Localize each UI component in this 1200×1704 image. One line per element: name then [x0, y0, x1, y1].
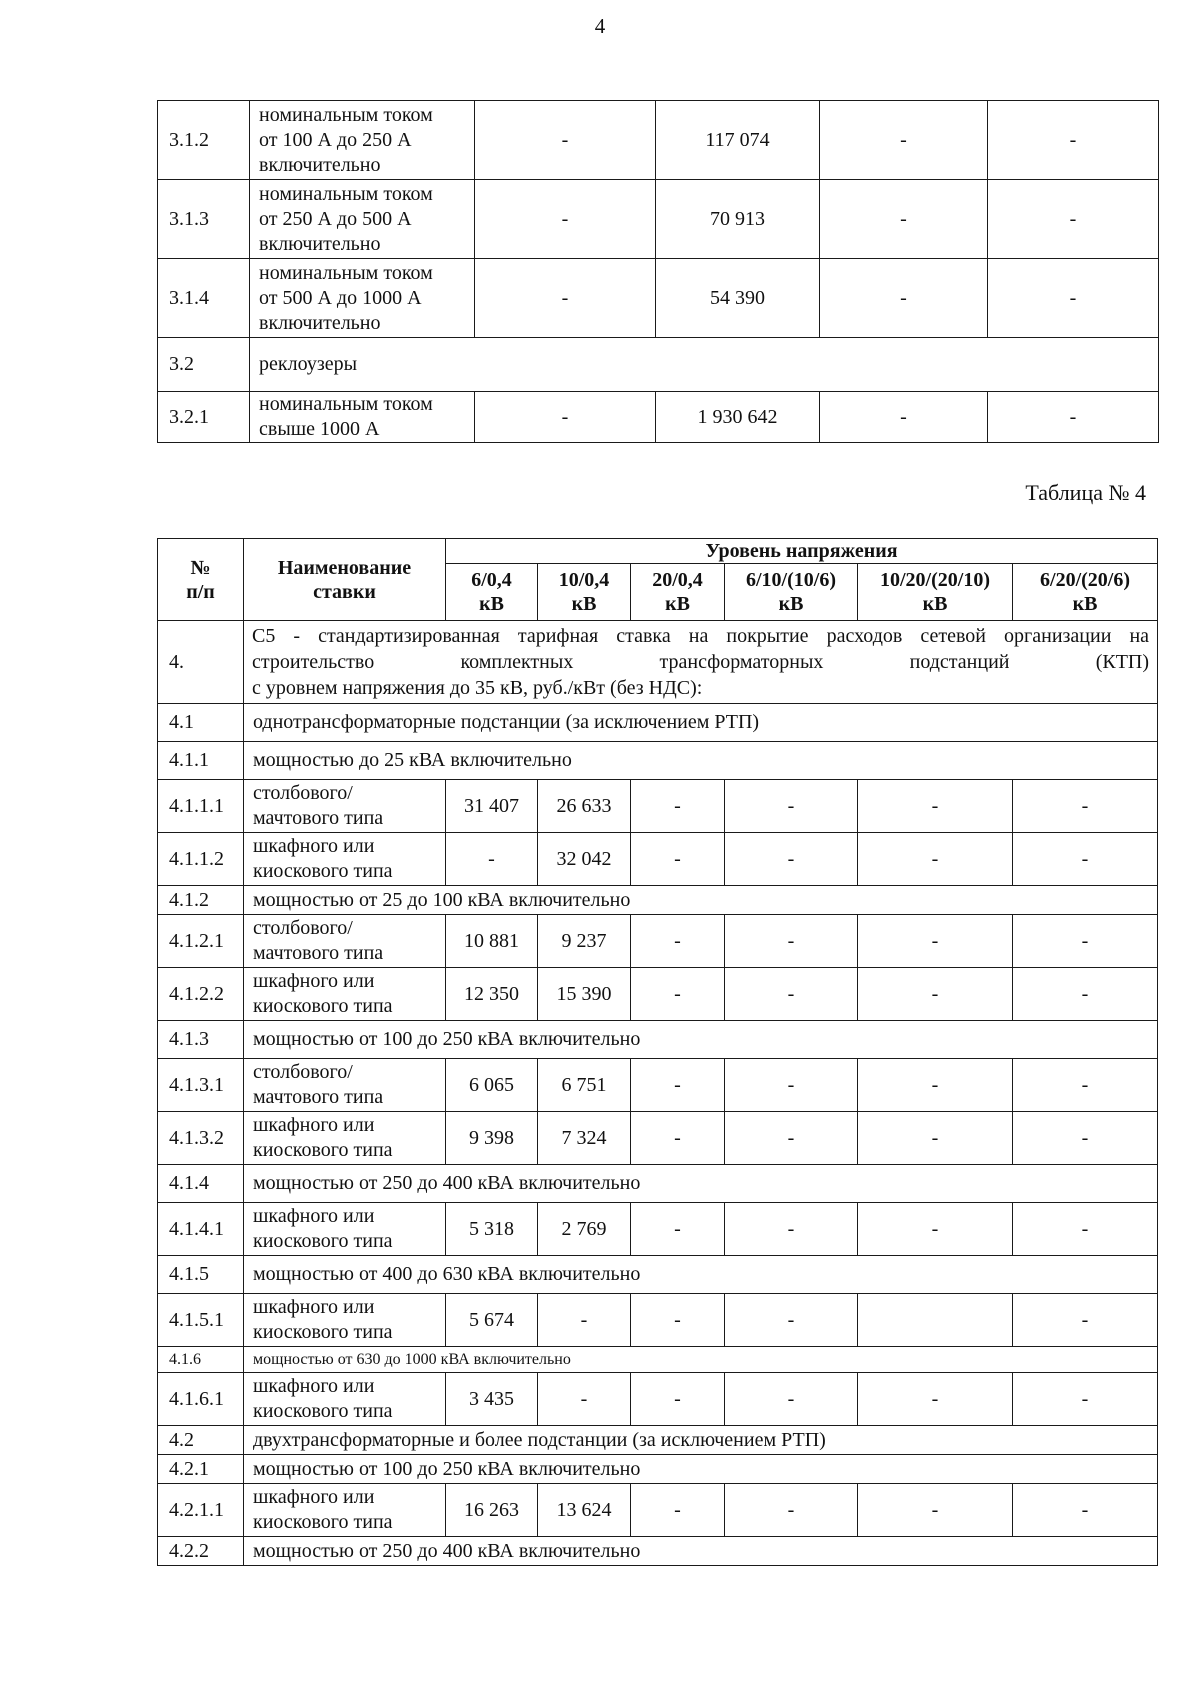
rate-value: - — [725, 1294, 858, 1347]
rate-value: - — [725, 1112, 858, 1165]
rate-value: 7 324 — [538, 1112, 631, 1165]
rate-value: - — [988, 180, 1159, 259]
rate-value: 2 769 — [538, 1203, 631, 1256]
header-voltage-column: 6/20/(20/6) кВ — [1013, 564, 1158, 621]
rate-value: 31 407 — [446, 780, 538, 833]
row-number: 4.1.1.2 — [158, 833, 244, 886]
row-number: 4.2.2 — [158, 1537, 244, 1566]
subsection-title: мощностью от 630 до 1000 кВА включительно — [244, 1347, 1158, 1373]
rate-value: - — [1013, 1373, 1158, 1426]
rate-value: 16 263 — [446, 1484, 538, 1537]
rate-value: - — [1013, 833, 1158, 886]
rate-value: - — [858, 833, 1013, 886]
row-number: 4. — [158, 621, 244, 704]
header-voltage-column: 6/10/(10/6) кВ — [725, 564, 858, 621]
table-row — [158, 1373, 1158, 1426]
row-number: 4.1.5 — [158, 1256, 244, 1294]
row-number: 4.2.1.1 — [158, 1484, 244, 1537]
rate-value: - — [475, 392, 656, 443]
rate-value: 6 751 — [538, 1059, 631, 1112]
subsection-title: однотрансформаторные подстанции (за исключением РТП) — [244, 704, 1158, 742]
subsection-title: мощностью от 25 до 100 кВА включительно — [244, 886, 1158, 915]
rate-name: столбового/ мачтового типа — [244, 780, 446, 833]
rate-value: - — [725, 915, 858, 968]
rate-name: столбового/ мачтового типа — [244, 1059, 446, 1112]
header-voltage-column: 6/0,4 кВ — [446, 564, 538, 621]
subsection-title: мощностью от 100 до 250 кВА включительно — [244, 1021, 1158, 1059]
rate-name: шкафного или киоскового типа — [244, 1203, 446, 1256]
rate-value: 70 913 — [656, 180, 820, 259]
row-number: 4.1.1 — [158, 742, 244, 780]
row-number: 4.1.3 — [158, 1021, 244, 1059]
table-row — [158, 915, 1158, 968]
table-row — [158, 742, 1158, 780]
rate-name: столбового/ мачтового типа — [244, 915, 446, 968]
row-number: 3.1.4 — [158, 259, 250, 338]
rate-value: - — [725, 1203, 858, 1256]
row-number: 3.1.3 — [158, 180, 250, 259]
rate-name: шкафного или киоскового типа — [244, 1294, 446, 1347]
rate-value: - — [858, 1373, 1013, 1426]
table-row — [158, 1347, 1158, 1373]
rate-value: 5 674 — [446, 1294, 538, 1347]
rate-value: - — [631, 968, 725, 1021]
row-number: 4.1.3.1 — [158, 1059, 244, 1112]
rate-value: 26 633 — [538, 780, 631, 833]
section-title: реклоузеры — [250, 338, 1159, 392]
rate-value: - — [631, 915, 725, 968]
rate-value: - — [631, 1373, 725, 1426]
header-voltage-column: 20/0,4 кВ — [631, 564, 725, 621]
rate-name: шкафного или киоскового типа — [244, 1373, 446, 1426]
table-row — [158, 1021, 1158, 1059]
table-row — [158, 1203, 1158, 1256]
header-num: № п/п — [158, 539, 244, 621]
rate-name: номинальным током от 500 А до 1000 А включительно — [250, 259, 475, 338]
table-row — [158, 1294, 1158, 1347]
rate-value: 32 042 — [538, 833, 631, 886]
header-voltage-level: Уровень напряжения — [446, 539, 1158, 564]
table-row — [158, 1059, 1158, 1112]
rate-value: 6 065 — [446, 1059, 538, 1112]
subsection-title: мощностью до 25 кВА включительно — [244, 742, 1158, 780]
rate-value — [858, 1294, 1013, 1347]
rate-value: - — [631, 1294, 725, 1347]
rate-name: шкафного или киоскового типа — [244, 833, 446, 886]
rate-value: - — [988, 392, 1159, 443]
rate-value: - — [820, 259, 988, 338]
row-number: 4.1.6.1 — [158, 1373, 244, 1426]
table-4-header — [158, 539, 1158, 621]
subsection-title: мощностью от 100 до 250 кВА включительно — [244, 1455, 1158, 1484]
row-number: 4.1.5.1 — [158, 1294, 244, 1347]
rate-value: - — [988, 259, 1159, 338]
row-number: 3.2 — [158, 338, 250, 392]
header-name: Наименование ставки — [244, 539, 446, 621]
table-row — [158, 338, 1159, 392]
rate-value: 1 930 642 — [656, 392, 820, 443]
rate-name: шкафного или киоскового типа — [244, 1484, 446, 1537]
subsection-title: мощностью от 250 до 400 кВА включительно — [244, 1165, 1158, 1203]
row-number: 4.1.4.1 — [158, 1203, 244, 1256]
rate-value: - — [1013, 1112, 1158, 1165]
subsection-title: мощностью от 400 до 630 кВА включительно — [244, 1256, 1158, 1294]
row-number: 4.1.2.2 — [158, 968, 244, 1021]
table-row — [158, 886, 1158, 915]
rate-value: - — [820, 180, 988, 259]
rate-value: - — [475, 259, 656, 338]
row-number: 4.1.4 — [158, 1165, 244, 1203]
tariff-table-4 — [157, 538, 1158, 1566]
rate-value: 12 350 — [446, 968, 538, 1021]
rate-value: 54 390 — [656, 259, 820, 338]
rate-value: 9 237 — [538, 915, 631, 968]
rate-value: - — [1013, 915, 1158, 968]
rate-value: - — [725, 833, 858, 886]
table-row — [158, 1455, 1158, 1484]
rate-value: - — [988, 101, 1159, 180]
table-4-caption: Таблица № 4 — [1025, 480, 1146, 505]
rate-value: - — [725, 968, 858, 1021]
header-voltage-column: 10/0,4 кВ — [538, 564, 631, 621]
rate-value: 9 398 — [446, 1112, 538, 1165]
rate-value: 13 624 — [538, 1484, 631, 1537]
rate-value: - — [1013, 1294, 1158, 1347]
rate-value: - — [820, 101, 988, 180]
rate-value: - — [1013, 968, 1158, 1021]
rate-value: - — [475, 180, 656, 259]
rate-value: - — [725, 1484, 858, 1537]
rate-name: шкафного или киоскового типа — [244, 1112, 446, 1165]
rate-value: 10 881 — [446, 915, 538, 968]
rate-value: - — [1013, 1484, 1158, 1537]
rate-name: номинальным током от 100 А до 250 А включительно — [250, 101, 475, 180]
rate-value: 117 074 — [656, 101, 820, 180]
row-number: 4.2.1 — [158, 1455, 244, 1484]
rate-value: - — [858, 780, 1013, 833]
rate-value: - — [725, 1373, 858, 1426]
row-number: 4.2 — [158, 1426, 244, 1455]
rate-value: - — [538, 1373, 631, 1426]
rate-name: шкафного или киоскового типа — [244, 968, 446, 1021]
rate-value: - — [858, 1112, 1013, 1165]
rate-value: - — [1013, 1203, 1158, 1256]
table-row — [158, 101, 1159, 180]
table-row — [158, 833, 1158, 886]
page-number: 4 — [594, 14, 606, 38]
table-row — [158, 1256, 1158, 1294]
table-row — [158, 392, 1159, 443]
table-row — [158, 1165, 1158, 1203]
section-4-row — [158, 621, 1158, 704]
row-number: 4.1.2.1 — [158, 915, 244, 968]
rate-value: - — [631, 780, 725, 833]
subsection-title: двухтрансформаторные и более подстанции (за исключением РТП) — [244, 1426, 1158, 1455]
rate-value: - — [858, 1059, 1013, 1112]
header-voltage-column: 10/20/(20/10) кВ — [858, 564, 1013, 621]
table-row — [158, 1426, 1158, 1455]
row-number: 4.1.3.2 — [158, 1112, 244, 1165]
rate-value: 3 435 — [446, 1373, 538, 1426]
rate-name: номинальным током от 250 А до 500 А включительно — [250, 180, 475, 259]
rate-value: - — [1013, 780, 1158, 833]
rate-value: - — [1013, 1059, 1158, 1112]
rate-value: - — [631, 1112, 725, 1165]
row-number: 4.1 — [158, 704, 244, 742]
rate-value: - — [858, 1484, 1013, 1537]
rate-value: - — [858, 968, 1013, 1021]
table-row — [158, 180, 1159, 259]
rate-value: - — [858, 915, 1013, 968]
row-number: 4.1.2 — [158, 886, 244, 915]
rate-value: - — [725, 780, 858, 833]
rate-value: - — [446, 833, 538, 886]
rate-value: - — [631, 1203, 725, 1256]
subsection-title: мощностью от 250 до 400 кВА включительно — [244, 1537, 1158, 1566]
rate-value: 15 390 — [538, 968, 631, 1021]
rate-value: - — [475, 101, 656, 180]
table-row — [158, 704, 1158, 742]
tariff-table-3-continuation — [157, 100, 1159, 443]
rate-value: - — [725, 1059, 858, 1112]
table-row — [158, 259, 1159, 338]
row-number: 3.1.2 — [158, 101, 250, 180]
rate-value: 5 318 — [446, 1203, 538, 1256]
rate-value: - — [631, 833, 725, 886]
section-4-description: С5 - стандартизированная тарифная ставка на покрытие расходов сетевой организации на строительство комплектных трансформаторных подстанций (КТП) с уровнем напряжения до 35 кВ, руб./кВт (без НДС): — [244, 621, 1158, 704]
table-row — [158, 1537, 1158, 1566]
table-row — [158, 1112, 1158, 1165]
rate-value: - — [820, 392, 988, 443]
row-number: 4.1.1.1 — [158, 780, 244, 833]
table-row — [158, 1484, 1158, 1537]
rate-name: номинальным током свыше 1000 А — [250, 392, 475, 443]
rate-value: - — [631, 1059, 725, 1112]
row-number: 4.1.6 — [158, 1347, 244, 1373]
row-number: 3.2.1 — [158, 392, 250, 443]
rate-value: - — [631, 1484, 725, 1537]
table-row — [158, 780, 1158, 833]
rate-value: - — [538, 1294, 631, 1347]
table-row — [158, 968, 1158, 1021]
rate-value: - — [858, 1203, 1013, 1256]
